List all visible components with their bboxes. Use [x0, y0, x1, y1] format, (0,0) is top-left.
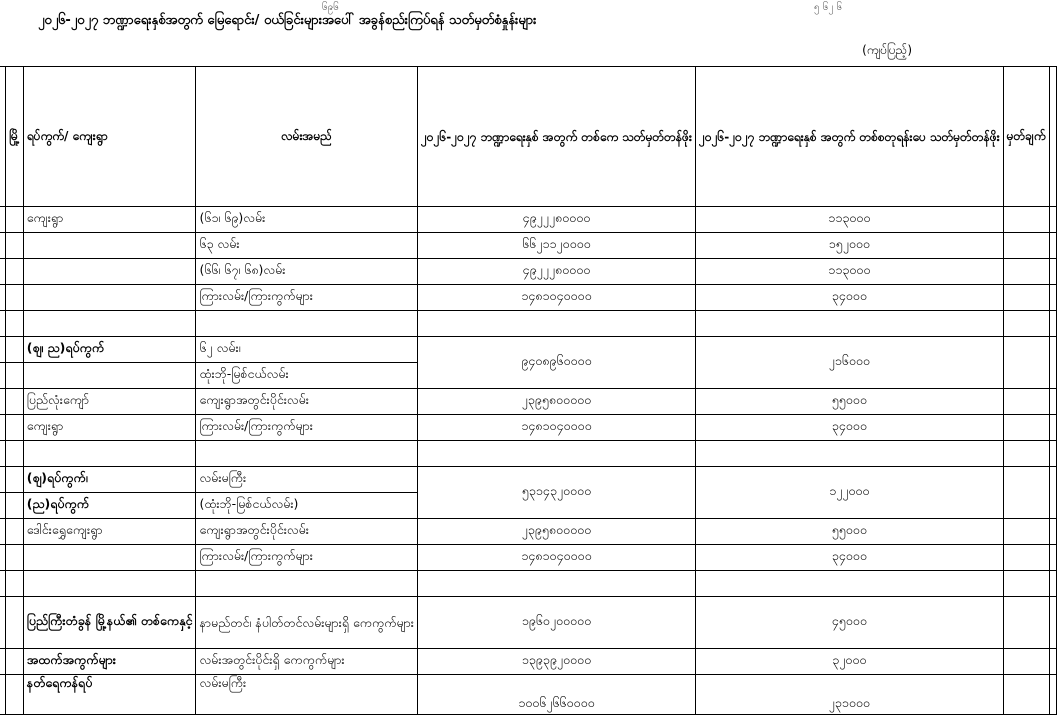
street-cell: ကြားလမ်း/ကြားကွက်များ: [196, 415, 417, 441]
value-cell: ၅၃၁၄၃၂၀၀၀၀: [417, 467, 695, 519]
value-cell: ၁၄၈၁၀၄၀၀၀၀: [417, 545, 695, 571]
value-cell: ၉၄၀၈၉၆၀၀၀၀: [417, 337, 695, 389]
col-header-fee: ၂၀၂၆-၂၀၂၇ ဘဏ္ဍာရေးနှစ် အတွက် တစ်စတုရန်းပေ သတ်မှတ်တန်ဖိုး: [695, 67, 1003, 207]
ward-cell: (ဈ)ရပ်ကွက်၊: [23, 467, 196, 493]
ward-cell: [23, 233, 196, 259]
fee-cell: ၅၅၀၀၀: [695, 389, 1003, 415]
value-cell: ၁၀၀၆၂၆၆၀၀၀၀: [417, 675, 695, 715]
table-row: [0, 649, 1056, 675]
ward-cell: အထက်အကွက်များ: [23, 649, 196, 675]
col-header-township: မြို့: [6, 67, 24, 207]
table-row: [0, 233, 1056, 259]
edge-cell: [1049, 67, 1056, 207]
table-row: [0, 337, 1056, 363]
fee-cell: ၂၁၆၀၀၀: [695, 337, 1003, 389]
value-cell: ၂၃၉၅၈၀၀၀၀၀: [417, 519, 695, 545]
street-cell: ကြားလမ်း/ကြားကွက်များ: [196, 545, 417, 571]
ward-cell: ပြည်ကြီးတံခွန် မြို့နယ်၏ တစ်ကေနှင့်: [23, 597, 196, 649]
ward-cell: ပြည်လုံးကျော်: [23, 389, 196, 415]
cropped-header-fragment: ၅ ၆၂ ၆: [814, 2, 843, 13]
fee-cell: ၃၂၀၀၀: [695, 649, 1003, 675]
ward-cell: နတ်ရေကန်ရပ်: [23, 675, 196, 715]
street-cell: လမ်းမကြီး: [196, 467, 417, 493]
fee-cell: ၁၁၃၀၀၀: [695, 259, 1003, 285]
value-cell: ၆၆၂၁၁၂၀၀၀၀: [417, 233, 695, 259]
fee-cell: ၃၄၀၀၀: [695, 415, 1003, 441]
spacer-row: [0, 311, 1056, 337]
value-cell: ၄၉၂၂၂၈၀၀၀၀: [417, 207, 695, 233]
street-cell: ၆၂ လမ်း၊: [196, 337, 417, 363]
table-row: [0, 415, 1056, 441]
fee-cell: ၄၅၀၀၀: [695, 597, 1003, 649]
table-row: [0, 545, 1056, 571]
street-cell: လမ်းအတွင်းပိုင်းရှိ ကေကွက်များ: [196, 649, 417, 675]
street-cell: ကျေးရွာအတွင်းပိုင်းလမ်း: [196, 519, 417, 545]
col-header-ward: ရပ်ကွက်/ ကျေးရွာ: [23, 67, 196, 207]
value-cell: ၁၄၈၁၀၄၀၀၀၀: [417, 285, 695, 311]
col-header-value: ၂၀၂၆-၂၀၂၇ ဘဏ္ဍာရေးနှစ် အတွက် တစ်ကေ သတ်မှတ်တန်ဖိုး: [417, 67, 695, 207]
ward-cell: ကျေးရွာ: [23, 207, 196, 233]
street-cell: (ထုံးဘို-မြစ်ငယ်လမ်း): [196, 493, 417, 519]
header-row: [0, 67, 1056, 207]
col-header-remarks: မှတ်ချက်: [1003, 67, 1049, 207]
ward-cell: ကျေးရွာ: [23, 415, 196, 441]
fee-cell: ၁၁၃၀၀၀: [695, 207, 1003, 233]
currency-unit-label: (ကျပ်ပြည့်): [862, 43, 912, 57]
spacer-row: [0, 571, 1056, 597]
value-cell: ၁၃၉၃၉၂၀၀၀၀: [417, 649, 695, 675]
valuation-table: [0, 66, 1057, 715]
page-title: ၂၀၂၆-၂၀၂၇ ဘဏ္ဍာရေးနှစ်အတွက် မြေရောင်း/ ဝယ်ခြင်းများအပေါ် အခွန်စည်းကြပ်ရန် သတ်မှတ်စံနှုန်းများ: [38, 13, 537, 28]
ward-cell: (ဈ၊ ည)ရပ်ကွက်: [23, 337, 196, 363]
ward-cell: [23, 259, 196, 285]
value-cell: ၁၄၈၁၀၄၀၀၀၀: [417, 415, 695, 441]
value-cell: ၁၉၆၀၂၀၀၀၀၀: [417, 597, 695, 649]
table-row: [0, 207, 1056, 233]
fee-cell: ၁၂၂၀၀၀: [695, 467, 1003, 519]
street-cell: (၆၁၊ ၆၉)လမ်း: [196, 207, 417, 233]
table-row: [0, 389, 1056, 415]
street-cell: ကြားလမ်း/ကြားကွက်များ: [196, 285, 417, 311]
ward-cell: [23, 285, 196, 311]
ward-cell: ဒေါင်းရွှေကျေးရွာ: [23, 519, 196, 545]
ward-cell: (ည)ရပ်ကွက်: [23, 493, 196, 519]
value-cell: ၄၉၂၂၂၈၀၀၀၀: [417, 259, 695, 285]
fee-cell: ၃၄၀၀၀: [695, 285, 1003, 311]
street-cell: (၆၆၊ ၆၇၊ ၆၈)လမ်း: [196, 259, 417, 285]
table-row: [0, 519, 1056, 545]
fee-cell: ၁၅၂၀၀၀: [695, 233, 1003, 259]
street-cell: နာမည်တင်၊ နံပါတ်တင်လမ်းများရှိ ကေကွက်များ: [196, 597, 417, 649]
spacer-row: [0, 441, 1056, 467]
fee-cell: ၂၃၁၀၀၀: [695, 675, 1003, 715]
street-cell: လမ်းမကြီး: [196, 675, 417, 715]
col-header-street: လမ်းအမည်: [196, 67, 417, 207]
cropped-header-fragment: ၆၉၆: [322, 2, 339, 13]
table-row: [0, 285, 1056, 311]
fee-cell: ၅၅၀၀၀: [695, 519, 1003, 545]
table-row: [0, 259, 1056, 285]
table-row: [0, 675, 1056, 715]
street-cell: ၆၃ လမ်း: [196, 233, 417, 259]
value-cell: ၂၃၉၅၈၀၀၀၀၀: [417, 389, 695, 415]
fee-cell: ၃၄၀၀၀: [695, 545, 1003, 571]
table-row: [0, 467, 1056, 493]
ward-cell: [23, 545, 196, 571]
street-cell: ထုံးဘို-မြစ်ငယ်လမ်း: [196, 363, 417, 389]
street-cell: ကျေးရွာအတွင်းပိုင်းလမ်း: [196, 389, 417, 415]
table-row: [0, 597, 1056, 649]
